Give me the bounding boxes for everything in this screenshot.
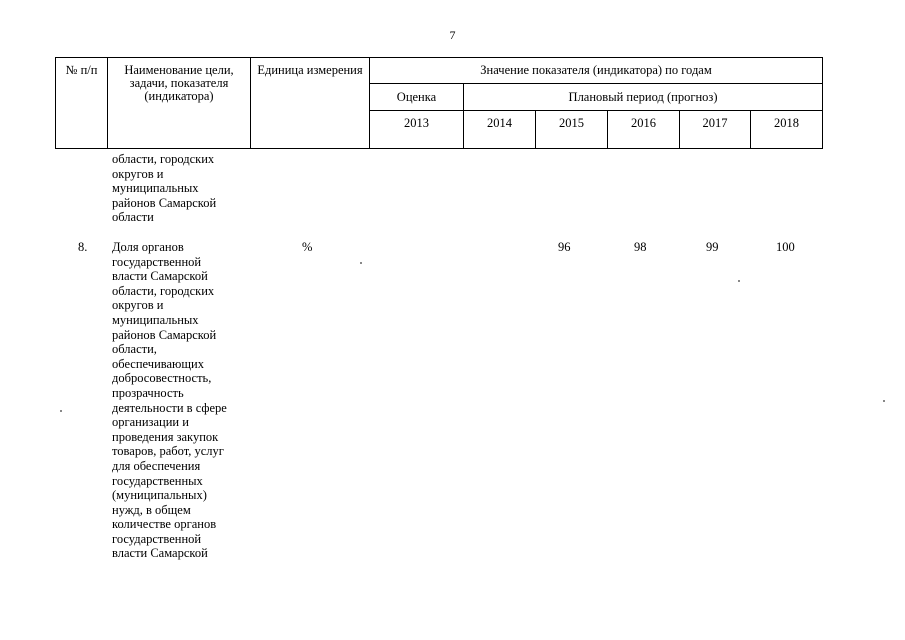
- row-8-number: 8.: [78, 240, 88, 254]
- text-line: Доля органов: [112, 240, 184, 254]
- text-line: округов и: [112, 166, 164, 181]
- text-line: товаров, работ, услуг: [112, 444, 224, 459]
- row-8-value-2015: 96: [558, 240, 571, 254]
- text-line: для обеспечения: [112, 458, 201, 473]
- text-line: области, городских: [112, 152, 215, 166]
- header-year-2016: 2016: [608, 111, 680, 149]
- row-8-value-2017: 99: [706, 240, 719, 254]
- text-line: области: [112, 210, 154, 225]
- text-line: районов Самарской: [112, 327, 217, 342]
- header-year-2018: 2018: [751, 111, 823, 149]
- text-line: количестве органов: [112, 517, 217, 532]
- text-line: государственной: [112, 254, 202, 269]
- header-estimate: Оценка: [370, 84, 464, 111]
- text-line: муниципальных: [112, 312, 199, 327]
- text-line: власти Самарской: [112, 269, 208, 284]
- continuation-text: [112, 152, 252, 225]
- scan-speck: [360, 262, 362, 264]
- text-line: обеспечивающих: [112, 356, 204, 371]
- scan-speck: [60, 410, 62, 412]
- header-unit: Единица измерения: [251, 58, 370, 149]
- text-line: государственной: [112, 531, 202, 546]
- text-line: прозрачность: [112, 385, 184, 400]
- indicator-table-header: [55, 57, 823, 149]
- scan-speck: [738, 280, 740, 282]
- text-line: округов и: [112, 298, 164, 313]
- text-line: государственных: [112, 473, 203, 488]
- text-line: проведения закупок: [112, 429, 219, 444]
- text-line: нужд, в общем: [112, 502, 191, 517]
- header-year-2015: 2015: [536, 111, 608, 149]
- text-line: области, городских: [112, 283, 215, 298]
- row-8-value-2018: 100: [776, 240, 795, 254]
- page-number: 7: [449, 28, 456, 42]
- text-line: муниципальных: [112, 181, 199, 196]
- header-year-2014: 2014: [464, 111, 536, 149]
- text-line: области,: [112, 342, 157, 357]
- row-8-unit: %: [302, 240, 313, 254]
- text-line: деятельности в сфере: [112, 400, 227, 415]
- header-name: Наименование цели, задачи, показателя (индикатора): [108, 58, 251, 149]
- text-line: районов Самарской: [112, 195, 217, 210]
- header-number: № п/п: [56, 58, 108, 149]
- header-year-2013: 2013: [370, 111, 464, 149]
- text-line: власти Самарской: [112, 546, 208, 561]
- header-year-2017: 2017: [680, 111, 751, 149]
- text-line: (муниципальных): [112, 488, 207, 503]
- header-values-by-year: Значение показателя (индикатора) по годам: [370, 58, 823, 84]
- row-8-name: [112, 240, 252, 561]
- row-8-value-2016: 98: [634, 240, 647, 254]
- header-plan-period: Плановый период (прогноз): [464, 84, 823, 111]
- scan-speck: [883, 400, 885, 402]
- text-line: организации и: [112, 415, 189, 430]
- text-line: добросовестность,: [112, 371, 212, 386]
